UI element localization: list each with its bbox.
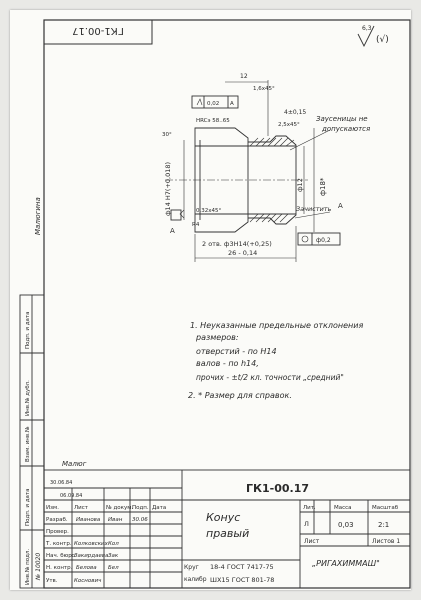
chamfer-top: 1,6х45° [253,86,275,92]
roughness-other: (√) [376,35,389,45]
runout-value: 0,02 [207,101,220,107]
note-line-4: валов - по h14, [196,359,259,368]
top-code: ГК1-00.17 [72,25,124,36]
position-tol: ф0,2 [316,237,331,244]
material-2: калибр [184,576,207,583]
material-1b: 18-4 ГОСТ 7417-75 [210,563,274,571]
note-line-5: прочих - ±t/2 кл. точности „средний" [196,373,344,382]
row-5-role: Н. контр. [46,565,73,571]
col-lit: Лит. [303,505,316,511]
scale-value: 2:1 [378,521,390,529]
row-head-name: Лист [74,505,88,511]
row-1-sign: Иван [108,517,123,523]
part-view [165,80,340,262]
side-sign-date2: Подп. и дата [25,311,31,349]
col-scale: Масштаб [372,505,399,511]
side-dup: Инв.№ дубл. [25,380,31,416]
row-3-name: Колковских [74,541,108,547]
row-5-sign: Бел [108,565,119,571]
col-mass: Масса [334,505,352,511]
row-3-role: Т. контр. [46,541,72,547]
radius: R4 [192,222,200,228]
date-1: 30.06.84 [50,480,73,486]
row-1-name: Иванова [76,517,101,523]
runout-base: А [230,101,234,107]
part-name-2: правый [206,527,250,540]
lit-value: Л [304,520,309,528]
side-inv-number: № 10020 [35,552,42,580]
dia-18: ф18* [319,177,327,196]
mass-value: 0,03 [338,521,354,529]
material-1: Круг [184,564,199,571]
hardness: HRCэ 58..65 [196,118,230,124]
notes-block [188,321,363,400]
frame-border [44,20,410,588]
runout-icon [197,99,202,105]
date-2: 06.09.84 [60,493,83,499]
row-1-date: 30.06 [132,517,148,523]
note-line-3: отверстий - по Н14 [196,347,277,356]
note-burrs-2: допускаются [322,125,371,133]
tol-4: 4±0,15 [284,109,307,116]
side-inv-orig: Инв.№ подл. [25,548,31,585]
row-2-role: Провер. [46,529,69,535]
side-stamp [20,295,44,588]
sheet-label: Лист [304,538,320,545]
row-3-sign: Кол [108,541,119,547]
clean-note: Зачистить [296,205,332,213]
note-burrs-1: Заусеницы не [316,115,368,123]
angle: 30° [162,132,172,138]
part-name-1: Конус [206,511,241,524]
dim-12: 12 [240,73,248,80]
row-head-sign: Подп. [132,505,149,511]
chamfer-right: 2,5х45° [278,122,300,128]
row-head-date: Дата [152,505,167,511]
position-icon [302,236,308,242]
datum-box [171,210,181,220]
side-replace: Взам. инв.№ [25,426,31,462]
row-4-role: Нач. бюро [46,553,76,559]
row-4-sign: Зак [108,553,119,559]
organization: „РИГАХИММАШ" [312,559,380,568]
datum-a-left: А [170,227,175,235]
sheets-label: Листов 1 [372,538,401,545]
dia-12: ф12 [296,178,304,192]
leader-burrs [290,130,330,150]
note-line-6: 2. * Размер для справок. [188,391,292,400]
length: 26 - 0,14 [228,249,258,257]
row-5-name: Белова [76,565,97,571]
row-4-name: Закирдаева [74,553,109,559]
title-code: ГК1-00.17 [246,482,310,495]
row-head-doc: № докум. [106,505,134,511]
side-sign-date: Подп. и дата [25,488,31,526]
note-line-1: 1. Неуказанные предельные отклонения [190,321,364,330]
note-line-2: размеров: [196,333,239,342]
side-sign: Малюгина [34,197,42,235]
material-note: Малюг [62,460,87,468]
material-2b: ШХ15 ГОСТ 801-78 [210,576,275,584]
dia-14: ф14 H7(+0,018) [164,161,172,216]
chamfer-bottom: 0,32х45° [196,208,222,214]
roughness-general: 6,3 [362,25,372,32]
row-1-role: Разраб. [46,517,68,523]
datum-a-right: А [338,202,343,210]
holes: 2 отв. ф3H14(+0,25) [202,240,272,248]
row-6-name: Коснович [74,578,102,584]
row-head-role: Изм. [46,505,59,511]
row-6-role: Утв. [46,578,58,584]
